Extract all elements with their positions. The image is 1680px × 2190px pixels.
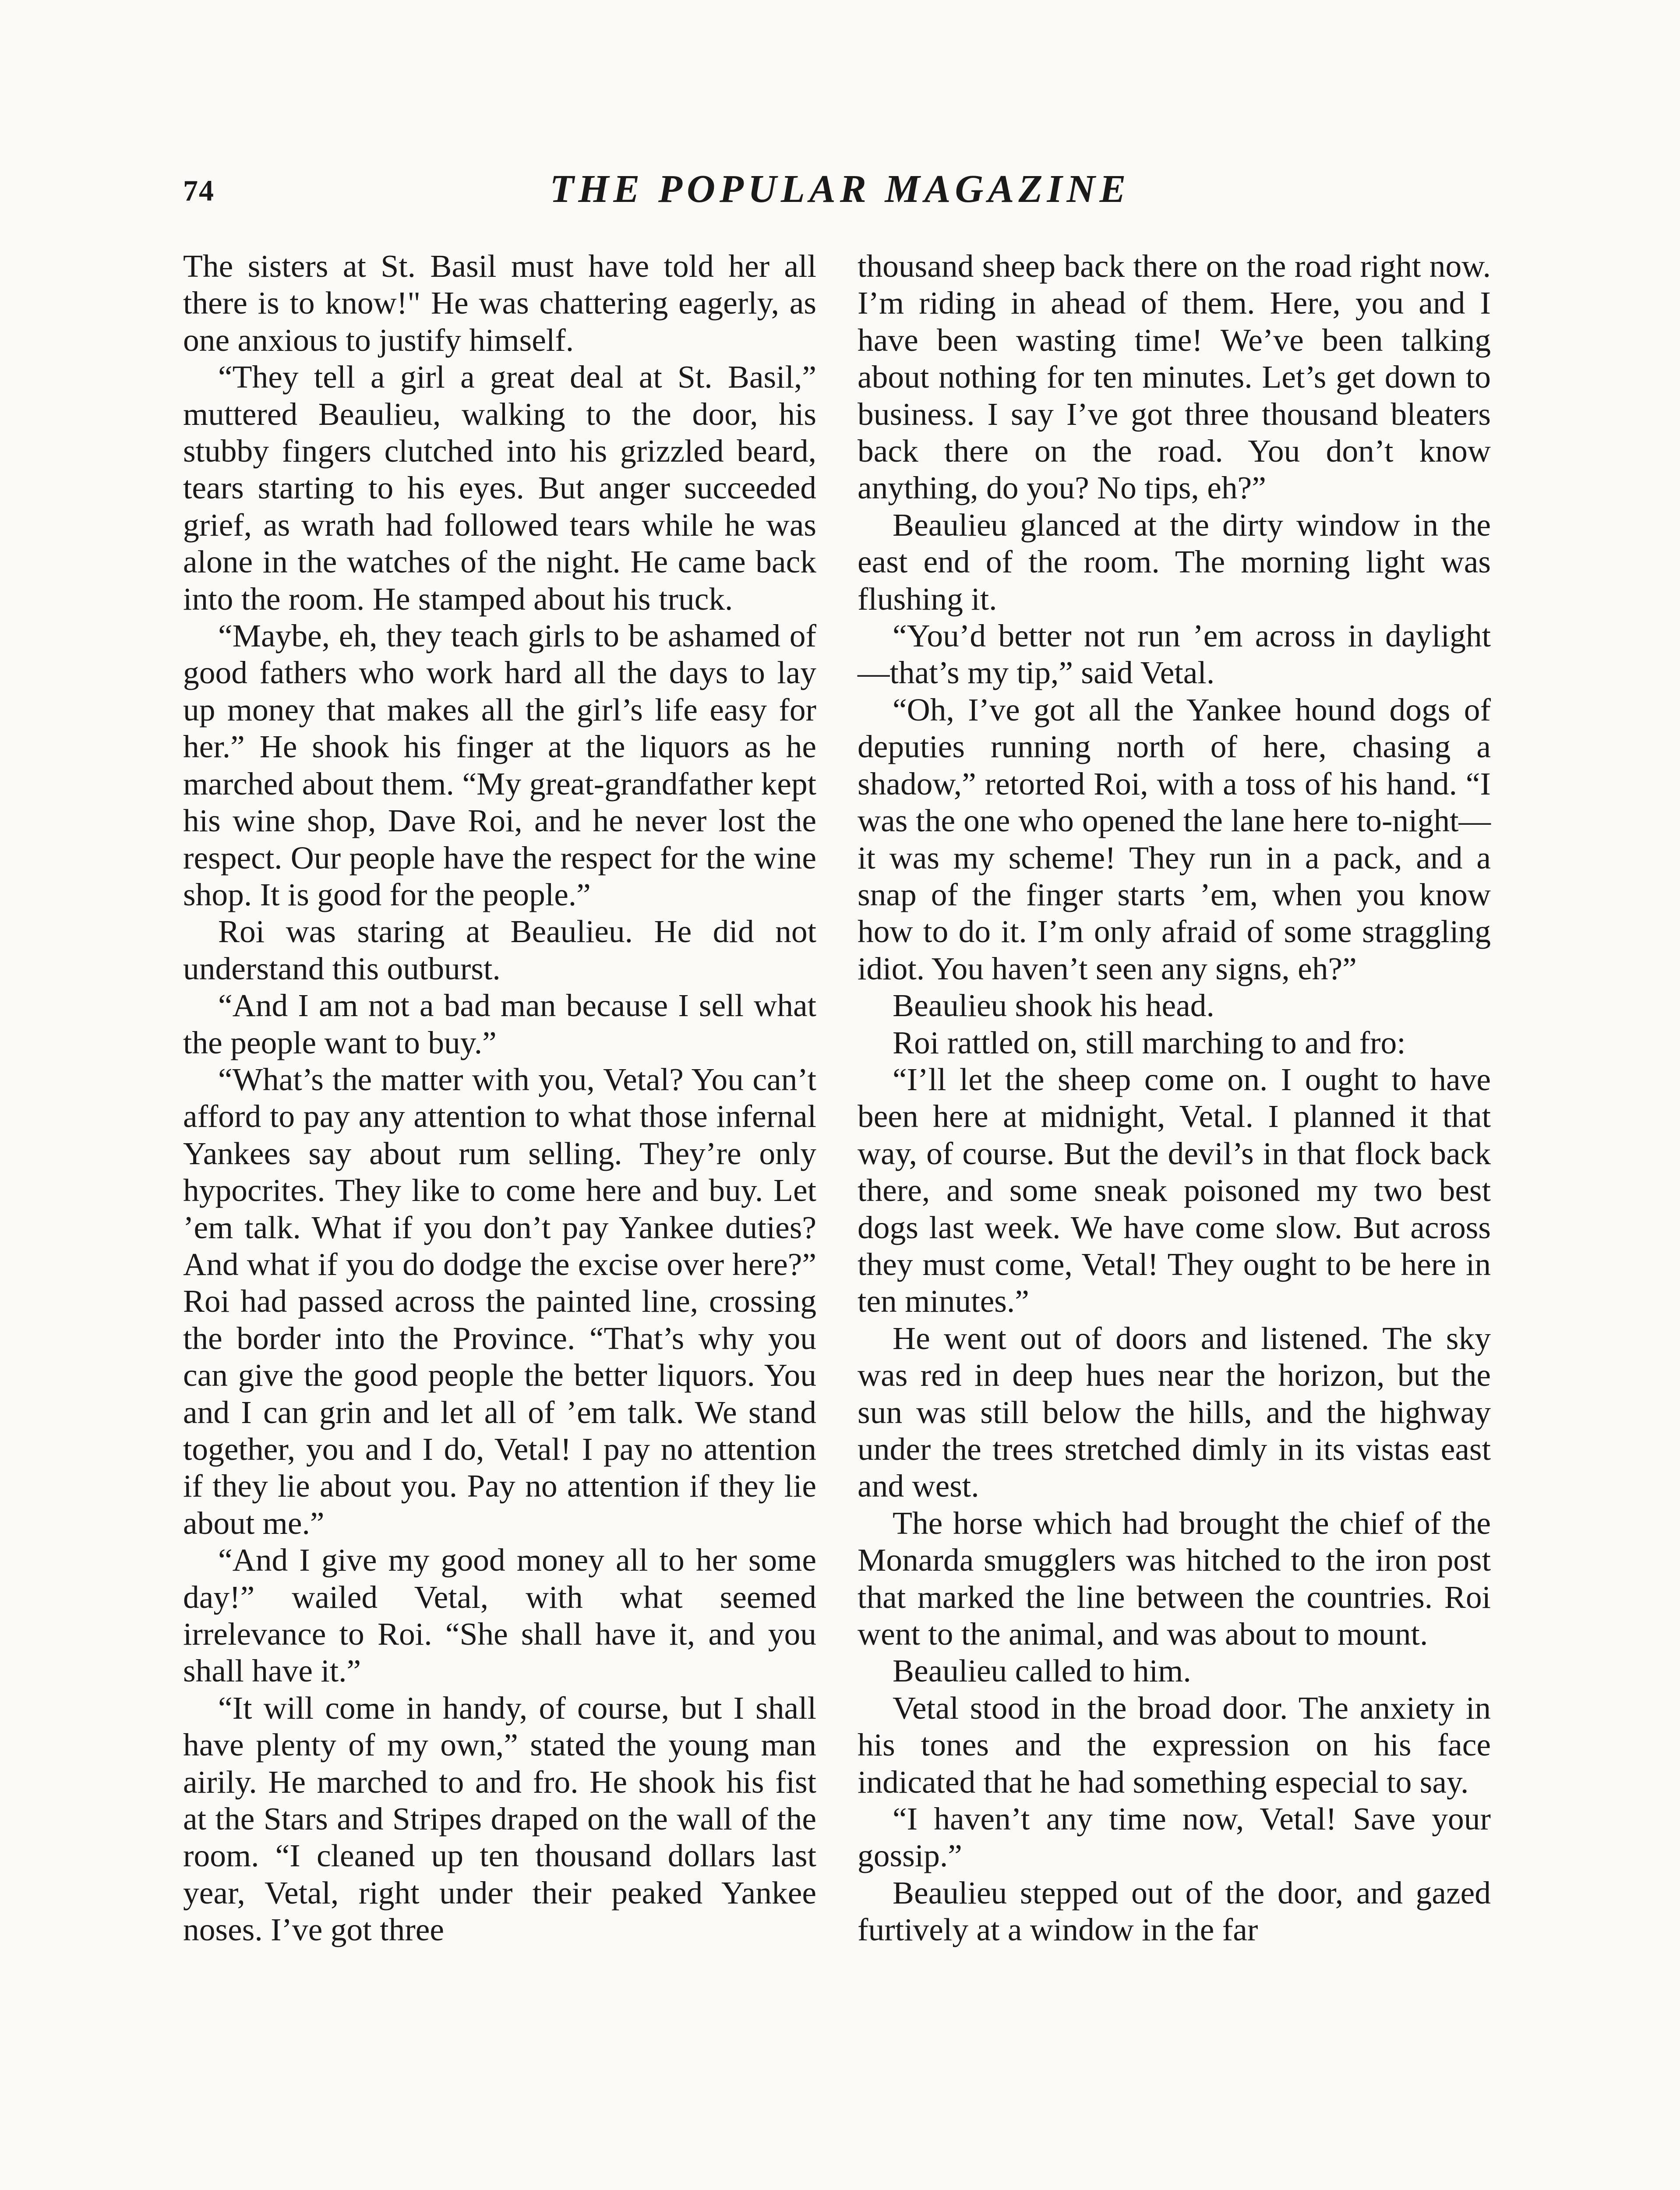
paragraph: Roi was staring at Beaulieu. He did not understand this outburst.: [183, 914, 816, 986]
paragraph: thousand sheep back there on the road right now. I’m riding in ahead of them. Here, you and I have been wasting time! We’ve been talking about nothing for ten minutes. Let’s get down to business. I say I’ve got three thousand bleaters back there on the road. You don’t know anything, do you? No tips, eh?”: [858, 248, 1491, 506]
paragraph: Roi rattled on, still marching to and fro:: [893, 1024, 1406, 1060]
paragraph: Beaulieu called to him.: [893, 1653, 1191, 1689]
running-title: THE POPULAR MAGAZINE: [550, 167, 1130, 211]
paragraph: Vetal stood in the broad door. The anxiety in his tones and the expression on his face indicated that he had something especial to say.: [858, 1690, 1491, 1800]
paragraph: “It will come in handy, of course, but I shall have plenty of my own,” stated the young man airily. He marched to and fro. He shook his fist at the Stars and Stripes draped on the wall of the room. “I cleaned up ten thousand dollars last year, Vetal, right under their peaked Yankee noses. I’ve got three: [183, 1690, 816, 1948]
paragraph: “And I am not a bad man because I sell what the people want to buy.”: [183, 988, 816, 1060]
paragraph: “They tell a girl a great deal at St. Basil,” muttered Beaulieu, walking to the door, his stubby fingers clutched into his grizzled beard, tears starting to his eyes. But anger succeeded grief, as wrath had followed tears while he was alone in the watches of the night. He came back into the room. He stamped about his truck.: [183, 359, 816, 617]
paragraph: The horse which had brought the chief of the Monarda smugglers was hitched to the iron post that marked the line between the countries. Roi went to the animal, and was about to mount.: [858, 1505, 1491, 1652]
paragraph: He went out of doors and listened. The sky was red in deep hues near the horizon, but the sun was still below the hills, and the highway under the trees stretched dimly in its vistas east and west.: [858, 1320, 1491, 1504]
paragraph: Beaulieu shook his head.: [893, 988, 1214, 1024]
paragraph: Beaulieu stepped out of the door, and gazed furtively at a window in the far: [858, 1875, 1491, 1948]
paragraph: “And I give my good money all to her some day!” wailed Vetal, with what seemed irrelevance to Roi. “She shall have it, and you shall have it.”: [183, 1542, 816, 1689]
paragraph: “I haven’t any time now, Vetal! Save your gossip.”: [858, 1801, 1491, 1874]
paragraph: The sisters at St. Basil must have told her all there is to know!" He was chattering eagerly, as one anxious to justify himself.: [183, 248, 816, 358]
page-number: 74: [183, 174, 215, 207]
paragraph: “I’ll let the sheep come on. I ought to have been here at midnight, Vetal. I planned it that way, of course. But the devil’s in that flock back there, and some sneak poisoned my two best dogs last week. We have come slow. But across they must come, Vetal! They ought to be here in ten minutes.”: [858, 1061, 1491, 1319]
paragraph: “What’s the matter with you, Vetal? You can’t afford to pay any attention to what those infernal Yankees say about rum selling. They’re only hypocrites. They like to come here and buy. Let ’em talk. What if you don’t pay Yankee duties? And what if you do dodge the excise over here?” Roi had passed across the painted line, crossing the border into the Province. “That’s why you can give the good people the better liquors. You and I can grin and let all of ’em talk. We stand together, you and I do, Vetal! I pay no attention if they lie about you. Pay no attention if they lie about me.”: [183, 1061, 816, 1541]
paragraph: “Oh, I’ve got all the Yankee hound dogs of deputies running north of here, chasing a shadow,” retorted Roi, with a toss of his hand. “I was the one who opened the lane here to-night—it was my scheme! They run in a pack, and a snap of the finger starts ’em, when you know how to do it. I’m only afraid of some straggling idiot. You haven’t seen any signs, eh?”: [858, 692, 1491, 986]
paragraph: Beaulieu glanced at the dirty window in the east end of the room. The morning light was flushing it.: [858, 507, 1491, 617]
paragraph: “You’d better not run ’em across in daylight—that’s my tip,” said Vetal.: [858, 618, 1491, 691]
paragraph: “Maybe, eh, they teach girls to be ashamed of good fathers who work hard all the days to lay up money that makes all the girl’s life easy for her.” He shook his finger at the liquors as he marched about them. “My great-grandfather kept his wine shop, Dave Roi, and he never lost the respect. Our people have the respect for the wine shop. It is good for the people.”: [183, 618, 816, 912]
text-column-left: [183, 248, 816, 1949]
text-column-right: [858, 248, 1491, 1949]
